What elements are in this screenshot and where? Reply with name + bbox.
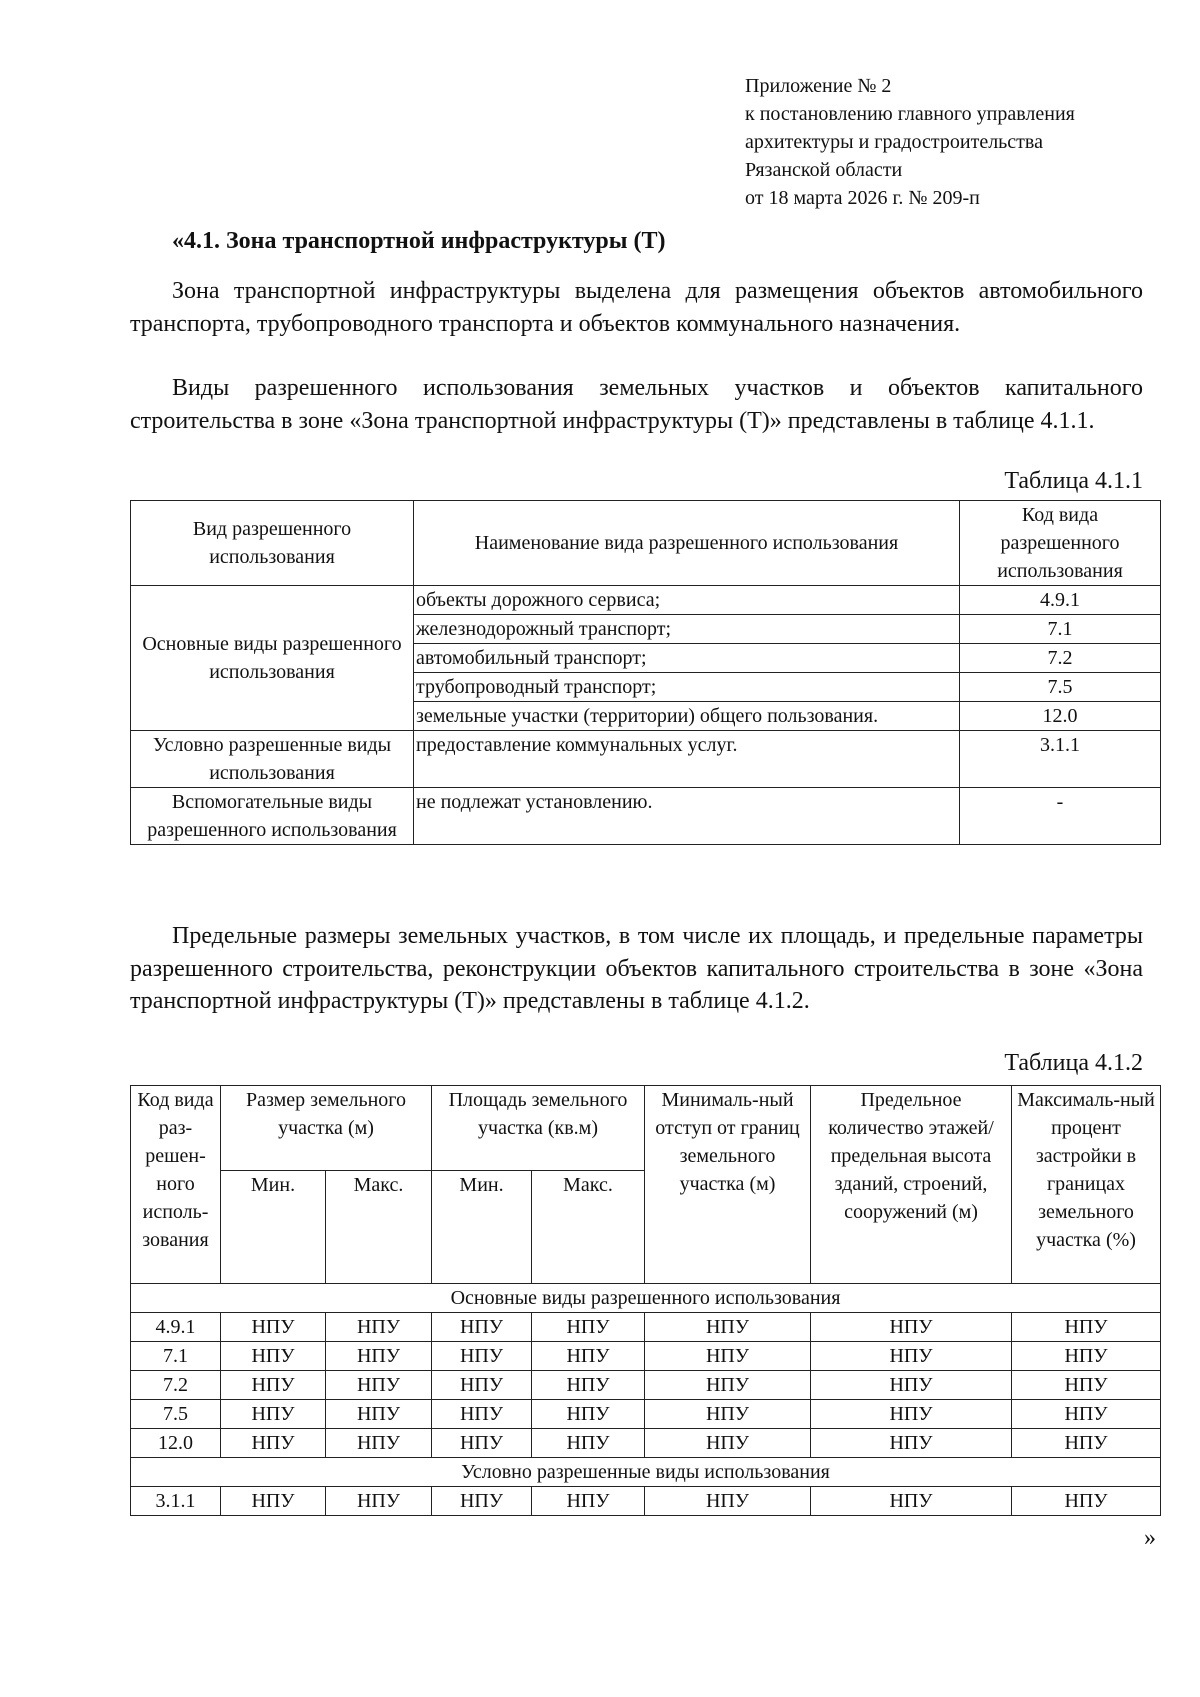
group-label: Основные виды разрешенного использования — [131, 586, 414, 731]
section-label: Основные виды разрешенного использования — [131, 1284, 1161, 1313]
table-cell: НПУ — [811, 1371, 1012, 1400]
table-cell: НПУ — [326, 1400, 432, 1429]
use-code: - — [960, 788, 1161, 845]
table-cell: НПУ — [221, 1429, 326, 1458]
table-cell: НПУ — [1012, 1487, 1161, 1516]
table-cell: НПУ — [432, 1342, 532, 1371]
table-row — [131, 731, 1161, 788]
appendix-line: Рязанской области — [745, 159, 903, 181]
table-row — [131, 1371, 1161, 1400]
table-cell: 7.1 — [131, 1342, 221, 1371]
table-cell: НПУ — [645, 1487, 811, 1516]
table-cell: 7.2 — [131, 1371, 221, 1400]
use-name: автомобильный транспорт; — [414, 644, 960, 673]
table1-header-use-name: Наименование вида разрешенного использования — [414, 501, 960, 586]
table-row — [131, 586, 1161, 615]
table2-header-floors: Предельное количество этажей/ предельная высота зданий, строений, сооружений (м) — [811, 1086, 1012, 1284]
table2-header-coverage: Максималь-ный процент застройки в границах земельного участка (%) — [1012, 1086, 1161, 1284]
section-heading: «4.1. Зона транспортной инфраструктуры (Т) — [172, 228, 666, 254]
paragraph-intro: Зона транспортной инфраструктуры выделена для размещения объектов автомобильного транспорта, трубопроводного транспорта и объектов коммунального назначения. — [130, 278, 1143, 337]
table-cell: НПУ — [432, 1313, 532, 1342]
table2-header-plot-area: Площадь земельного участка (кв.м) — [432, 1086, 645, 1171]
table1-header-use-code: Код вида разрешенного использования — [960, 501, 1161, 586]
table-cell: НПУ — [432, 1371, 532, 1400]
table-cell: НПУ — [645, 1429, 811, 1458]
table-cell: 3.1.1 — [131, 1487, 221, 1516]
table-cell: НПУ — [532, 1487, 645, 1516]
table2-header-min: Мин. — [221, 1171, 326, 1284]
table2-header-min: Мин. — [432, 1171, 532, 1284]
table1-header-use-type: Вид разрешенного использования — [131, 501, 414, 586]
table-row — [131, 1487, 1161, 1516]
use-name: объекты дорожного сервиса; — [414, 586, 960, 615]
table1-caption: Таблица 4.1.1 — [1004, 468, 1143, 494]
table-cell: НПУ — [1012, 1429, 1161, 1458]
table-cell: НПУ — [532, 1371, 645, 1400]
table2-caption: Таблица 4.1.2 — [1004, 1050, 1143, 1076]
section-row — [131, 1458, 1161, 1487]
table-cell: НПУ — [532, 1400, 645, 1429]
use-code: 3.1.1 — [960, 731, 1161, 788]
group-label: Условно разрешенные виды использования — [131, 731, 414, 788]
use-code: 7.2 — [960, 644, 1161, 673]
table-cell: НПУ — [221, 1313, 326, 1342]
group-label: Вспомогательные виды разрешенного использования — [131, 788, 414, 845]
use-code: 12.0 — [960, 702, 1161, 731]
table-cell: НПУ — [811, 1400, 1012, 1429]
table-cell: 12.0 — [131, 1429, 221, 1458]
table2-header-max: Макс. — [326, 1171, 432, 1284]
table-cell: 7.5 — [131, 1400, 221, 1429]
paragraph-table2-ref: Предельные размеры земельных участков, в том числе их площадь, и предельные параметры разрешенного строительства, реконструкции объектов капитального строительства в зоне «Зона транспортной инфраструктуры (Т)» представлены в таблице 4.1.2. — [130, 923, 1143, 1014]
table-cell: НПУ — [645, 1400, 811, 1429]
table-row — [131, 1400, 1161, 1429]
table2-header-max: Макс. — [532, 1171, 645, 1284]
use-name: железнодорожный транспорт; — [414, 615, 960, 644]
table-cell: НПУ — [432, 1429, 532, 1458]
section-label: Условно разрешенные виды использования — [131, 1458, 1161, 1487]
use-name: трубопроводный транспорт; — [414, 673, 960, 702]
table-row — [131, 1429, 1161, 1458]
section-row — [131, 1284, 1161, 1313]
table-cell: НПУ — [1012, 1400, 1161, 1429]
table-cell: НПУ — [811, 1487, 1012, 1516]
appendix-block — [745, 72, 1075, 212]
table-cell: НПУ — [326, 1313, 432, 1342]
table-cell: НПУ — [645, 1371, 811, 1400]
parameters-table — [130, 1085, 1161, 1516]
appendix-line: от 18 марта 2026 г. № 209-п — [745, 187, 980, 209]
table-cell: НПУ — [811, 1313, 1012, 1342]
table-cell: НПУ — [432, 1487, 532, 1516]
use-name: не подлежат установлению. — [414, 788, 960, 845]
table-cell: НПУ — [221, 1342, 326, 1371]
table2-header-plot-size: Размер земельного участка (м) — [221, 1086, 432, 1171]
table-cell: НПУ — [221, 1371, 326, 1400]
table-cell: НПУ — [811, 1342, 1012, 1371]
closing-quote: » — [1144, 1525, 1156, 1551]
table-cell: НПУ — [645, 1313, 811, 1342]
table2-header-setback: Минималь-ный отступ от границ земельного участка (м) — [645, 1086, 811, 1284]
appendix-line: архитектуры и градостроительства — [745, 131, 1043, 153]
use-name: земельные участки (территории) общего пользования. — [414, 702, 960, 731]
table-row — [131, 1313, 1161, 1342]
table-cell: НПУ — [532, 1342, 645, 1371]
permitted-use-table — [130, 500, 1161, 845]
table-cell: НПУ — [1012, 1371, 1161, 1400]
appendix-line: к постановлению главного управления — [745, 103, 1075, 125]
table-cell: НПУ — [326, 1371, 432, 1400]
table-cell: НПУ — [221, 1400, 326, 1429]
table-cell: НПУ — [811, 1429, 1012, 1458]
use-code: 4.9.1 — [960, 586, 1161, 615]
table-cell: 4.9.1 — [131, 1313, 221, 1342]
appendix-line: Приложение № 2 — [745, 75, 892, 97]
table-cell: НПУ — [326, 1342, 432, 1371]
table-cell: НПУ — [532, 1429, 645, 1458]
use-name: предоставление коммунальных услуг. — [414, 731, 960, 788]
table-cell: НПУ — [432, 1400, 532, 1429]
table-cell: НПУ — [221, 1487, 326, 1516]
table-cell: НПУ — [1012, 1313, 1161, 1342]
table-row — [131, 788, 1161, 845]
table-cell: НПУ — [326, 1429, 432, 1458]
table-row — [131, 1342, 1161, 1371]
table-cell: НПУ — [645, 1342, 811, 1371]
table-cell: НПУ — [326, 1487, 432, 1516]
paragraph-table1-ref: Виды разрешенного использования земельных участков и объектов капитального строительства в зоне «Зона транспортной инфраструктуры (Т)» представлены в таблице 4.1.1. — [130, 375, 1143, 434]
table2-header-code: Код вида раз-решен-ного исполь-зования — [131, 1086, 221, 1284]
table-cell: НПУ — [1012, 1342, 1161, 1371]
use-code: 7.5 — [960, 673, 1161, 702]
table-cell: НПУ — [532, 1313, 645, 1342]
use-code: 7.1 — [960, 615, 1161, 644]
